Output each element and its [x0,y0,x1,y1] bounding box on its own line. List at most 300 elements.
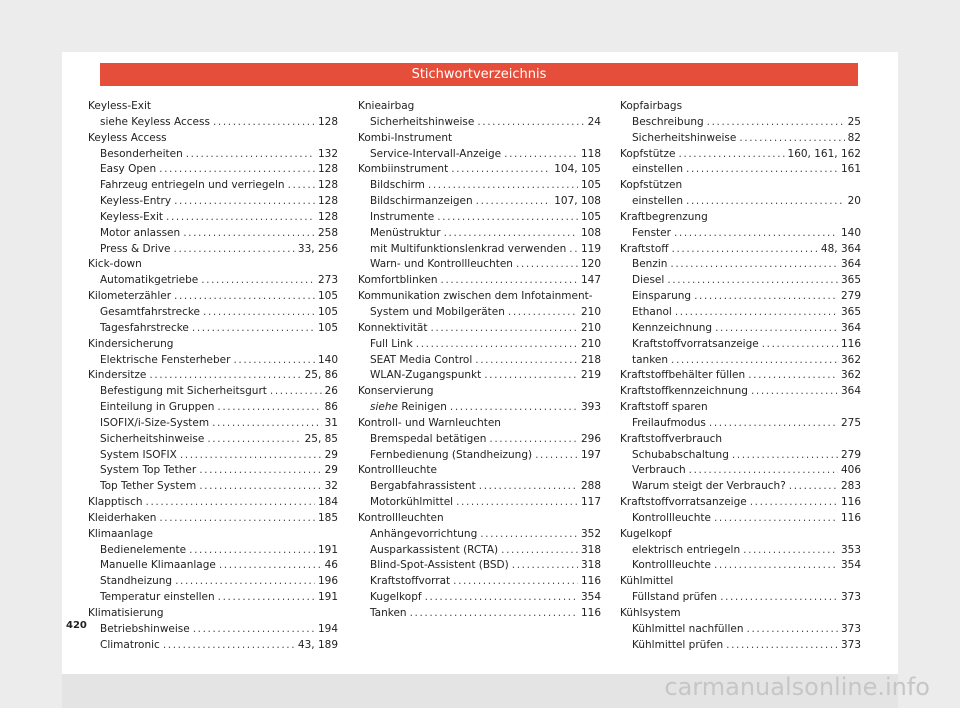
dot-leader [183,226,315,242]
dot-leader [508,305,578,321]
index-entry [620,337,861,353]
index-entry-label: Fenster [632,226,671,239]
index-entry-page: 26 [324,385,338,398]
dot-leader [479,479,578,495]
dot-leader [512,558,578,574]
index-entry [358,305,601,321]
index-entry-label: Kühlmittel nachfüllen [632,622,744,635]
index-entry-label: Easy Open [100,163,157,176]
dot-leader [748,368,838,384]
dot-leader [175,574,315,590]
index-entry-label: Kraftstoffverbrauch [620,432,723,445]
dot-leader [174,289,315,305]
index-entry [88,558,338,574]
index-entry-label: Keyless-Exit [88,100,152,112]
index-entry-label: tanken [632,353,669,366]
index-entry [620,162,861,178]
index-entry-prefix: siehe [370,401,398,414]
index-entry-label: Kraftstoffvorratsanzeige [632,337,759,350]
index-entry-label: Kraftstoffvorratsanzeige [620,496,747,509]
index-entry [620,448,861,464]
dot-leader [451,162,551,178]
index-entry [358,479,601,495]
index-entry-page: 120 [580,258,601,271]
dot-leader [213,115,315,131]
index-entry-page: 185 [317,511,338,524]
index-entry [620,495,861,511]
index-entry [358,384,601,400]
index-entry-page: 210 [580,321,601,334]
index-entry [620,463,861,479]
dot-leader [689,463,838,479]
dot-leader [707,115,845,131]
index-entry-page: 104, 105 [554,163,601,176]
dot-leader [739,131,844,147]
index-entry [620,147,861,163]
index-entry [358,543,601,559]
dot-leader [186,147,315,163]
index-entry-label: Bremspedal betätigen [370,432,487,445]
index-entry [358,337,601,353]
index-entry [620,400,861,416]
dot-leader [475,353,578,369]
index-entry [88,305,338,321]
index-entry-label: Kommunikation zwischen dem Infotainment- [358,290,593,303]
index-entry-page: 118 [580,147,601,160]
dot-leader [789,479,838,495]
index-entry-label: Sicherheitshinweise [370,115,475,128]
index-entry [358,162,601,178]
dot-leader [430,321,577,337]
index-entry-page: 128 [317,195,338,208]
index-entry [358,194,601,210]
index-entry [620,606,861,622]
index-entry-label: Kontrollleuchte [632,559,711,572]
index-entry-page: 82 [847,131,861,144]
dot-leader [233,353,314,369]
dot-leader [212,416,322,432]
index-entry [88,226,338,242]
index-entry-page: 210 [580,305,601,318]
dot-leader [686,194,845,210]
dot-leader [671,353,838,369]
section-header: Stichwortverzeichnis [100,63,858,86]
dot-leader [726,638,838,654]
dot-leader [714,511,838,527]
dot-leader [425,590,578,606]
index-entry-page: 296 [580,432,601,445]
index-entry-label: Kraftstoffbehälter füllen [620,369,746,382]
dot-leader [193,622,315,638]
index-entry [88,368,338,384]
index-entry-page: 140 [840,226,861,239]
index-entry [88,479,338,495]
index-entry [358,495,601,511]
index-entry [88,273,338,289]
index-entry [88,638,338,654]
index-entry-page: 362 [840,353,861,366]
index-entry-label: ISOFIX/i-Size-System [100,416,210,429]
index-entry-label: Befestigung mit Sicherheitsgurt [100,385,267,398]
dot-leader [672,242,818,258]
dot-leader [535,448,578,464]
index-entry [88,448,338,464]
index-entry-label: Manuelle Klimaanlage [100,559,216,572]
dot-leader [477,115,584,131]
index-entry-label: Komfortblinken [358,274,438,287]
dot-leader [199,479,321,495]
index-entry-page: 219 [580,369,601,382]
index-entry-label: Füllstand prüfen [632,591,718,604]
index-entry-page: 210 [580,337,601,350]
dot-leader [201,273,315,289]
index-entry [88,99,338,115]
index-entry-page: 147 [580,274,601,287]
index-entry-page: 275 [840,416,861,429]
index-entry [620,194,861,210]
index-entry-page: 32 [324,480,338,493]
index-entry-page: 196 [317,575,338,588]
dot-leader [441,273,578,289]
index-entry-label: Kindersicherung [88,337,174,350]
index-entry-page: 20 [847,195,861,208]
index-entry [620,257,861,273]
index-entry-label: Full Link [370,337,413,350]
index-entry [358,511,601,527]
index-entry-text: Reinigen [401,401,447,414]
dot-leader [674,226,838,242]
index-entry-page: 25 [847,115,861,128]
index-entry-label: Service-Intervall-Anzeige [370,147,502,160]
dot-leader [714,558,838,574]
index-entry-page: 364 [840,321,861,334]
index-entry-label: Schubabschaltung [632,448,729,461]
index-entry [88,353,338,369]
dot-leader [709,416,838,432]
index-entry [620,479,861,495]
index-entry [88,321,338,337]
index-entry [88,162,338,178]
index-entry [620,574,861,590]
dot-leader [217,400,321,416]
dot-leader [750,495,838,511]
index-entry-page: 116 [840,496,861,509]
dot-leader [163,638,295,654]
index-entry [88,606,338,622]
index-entry-label: Kontrollleuchte [632,511,711,524]
dot-leader [569,242,578,258]
index-entry-label: Diesel [632,274,665,287]
index-entry-page: 184 [317,496,338,509]
index-entry [358,99,601,115]
index-entry-label: Benzin [632,258,668,271]
index-entry-page: 128 [317,115,338,128]
dot-leader [428,178,578,194]
dot-leader [149,368,301,384]
index-entry [88,115,338,131]
index-entry-label: Tagesfahrstrecke [100,321,189,334]
index-entry-label: SEAT Media Control [370,353,473,366]
index-entry [88,257,338,273]
index-entry-label: Kühlmittel [620,575,674,588]
index-entry-page: 128 [317,179,338,192]
index-entry-label: Ethanol [632,305,672,318]
index-entry [88,131,338,147]
index-entry-label: Beschreibung [632,115,704,128]
index-entry-label: System und Mobilgeräten [370,305,505,318]
index-entry-label: Kraftstoffkennzeichnung [620,385,748,398]
index-entry [620,638,861,654]
index-entry-label: Kleiderhaken [88,511,157,524]
index-entry-label: Kniеairbag [358,100,415,112]
index-entry-page: 373 [840,638,861,651]
dot-leader [751,384,838,400]
index-entry-label: Fernbedienung (Standheizung) [370,448,533,461]
index-entry-label: WLAN-Zugangspunkt [370,369,482,382]
index-entry [88,511,338,527]
index-entry-page: 128 [317,210,338,223]
index-entry-page: 352 [580,527,601,540]
index-entry-page: 283 [840,480,861,493]
index-entry [358,321,601,337]
index-entry [358,178,601,194]
index-entry-label: Konnektivität [358,321,428,334]
index-entry-page: 31 [324,416,338,429]
dot-leader [174,194,315,210]
index-entry-label: Keyless Access [88,131,167,144]
dot-leader [450,400,578,416]
index-entry-page: 191 [317,591,338,604]
index-entry-page: 365 [840,274,861,287]
index-entry-label: Klimaanlage [88,527,153,540]
index-entry-label: Kraftstoff [620,242,669,255]
index-entry-label: Kühlsystem [620,607,681,619]
index-entry [620,226,861,242]
index-entry-label: Kopfstützen [620,179,683,192]
index-entry-label: Tanken [370,607,407,619]
index-entry-page: 24 [587,115,601,128]
index-entry-label: Bildschirm [370,179,425,192]
index-entry [88,432,338,448]
index-entry-page: 33, 256 [297,242,338,255]
dot-leader [416,337,578,353]
index-entry-page: 194 [317,622,338,635]
dot-leader [501,543,578,559]
dot-leader [146,495,315,511]
dot-leader [437,210,578,226]
index-entry-page: 161 [840,163,861,176]
index-entry [620,353,861,369]
dot-leader [489,432,578,448]
index-entry-label: Besonderheiten [100,147,183,160]
index-entry [88,574,338,590]
index-entry [358,558,601,574]
index-entry-label: Kugelkopf [620,527,672,540]
index-entry-page: 119 [580,242,601,255]
index-entry-label: Einteilung in Gruppen [100,401,215,414]
index-entry-page: 46 [324,559,338,572]
index-entry-page: 108 [580,226,601,239]
index-column-1 [88,99,338,654]
index-entry [620,590,861,606]
index-entry [620,131,861,147]
index-entry-label: Kontrollleuchten [358,511,444,524]
index-entry-page: 116 [840,511,861,524]
dot-leader [743,543,838,559]
index-entry [620,511,861,527]
index-entry-label: elektrisch entriegeln [632,543,741,556]
index-entry [88,543,338,559]
index-entry-page: 25, 86 [304,369,338,382]
index-entry-label: Betriebshinweise [100,622,190,635]
index-entry-page: 393 [580,401,601,414]
dot-leader [715,321,838,337]
index-entry-label: Kraftbegrenzung [620,210,708,223]
dot-leader [484,368,578,384]
index-entry-page: 353 [840,543,861,556]
index-entry-page: 362 [840,369,861,382]
index-entry-label: Fahrzeug entriegeln und verriegeln [100,179,285,192]
index-entry-page: 105 [580,179,601,192]
index-entry [358,416,601,432]
index-entry-label: Kombiinstrument [358,163,449,176]
index-entry-label [370,400,447,416]
index-entry-label: Blind-Spot-Assistent (BSD) [370,559,509,572]
index-entry [358,606,601,622]
index-entry-label: Ausparkassistent (RCTA) [370,543,499,556]
index-entry-page: 48, 364 [820,242,861,255]
index-entry [620,384,861,400]
index-column-2 [358,99,601,622]
index-entry [358,590,601,606]
index-entry [358,574,601,590]
index-entry [358,242,601,258]
index-entry-label: Konservierung [358,385,434,398]
index-entry-label: einstellen [632,163,684,176]
index-entry-label: siehe Keyless Access [100,115,210,128]
index-entry-page: 43, 189 [297,638,338,651]
index-entry-label: Einsparung [632,290,692,303]
dot-leader [694,289,838,305]
index-entry [88,210,338,226]
index-entry-label: Instrumente [370,210,435,223]
dot-leader [219,558,322,574]
dot-leader [174,242,295,258]
index-entry-label: Keyless-Entry [100,195,172,208]
index-entry-page: 373 [840,591,861,604]
index-entry-page: 354 [580,591,601,604]
index-entry-page: 364 [840,385,861,398]
index-entry-page: 117 [580,496,601,509]
index-entry-label: Kopfairbags [620,100,683,112]
index-entry-label: mit Multifunktionslenkrad verwenden [370,242,567,255]
index-entry-page: 318 [580,559,601,572]
index-entry [358,210,601,226]
index-entry [88,495,338,511]
index-entry [358,527,601,543]
dot-leader [166,210,315,226]
index-entry-page: 218 [580,353,601,366]
index-entry [88,527,338,543]
dot-leader [159,162,315,178]
index-entry-label: Kopfstütze [620,147,676,160]
index-entry-label: Kraftstoffvorrat [370,575,451,588]
index-entry [620,543,861,559]
page-number: 420 [66,620,87,631]
index-entry-label: Kilometerzähler [88,290,172,303]
index-entry-page: 29 [324,448,338,461]
index-entry-label: Top Tether System [100,480,197,493]
index-column-3 [620,99,861,654]
index-entry [88,147,338,163]
dot-leader [456,495,578,511]
index-entry [88,242,338,258]
index-entry [620,432,861,448]
index-entry-page: 29 [324,464,338,477]
index-entry-label: Kraftstoff sparen [620,401,708,414]
index-entry-page: 107, 108 [554,195,601,208]
index-entry [620,368,861,384]
dot-leader [192,321,315,337]
index-entry-page: 160, 161, 162 [787,147,861,160]
index-entry [88,590,338,606]
dot-leader [667,273,838,289]
index-entry-label: Kombi-Instrument [358,131,453,144]
dot-leader [720,590,838,606]
index-entry-page: 105 [317,321,338,334]
index-entry-label: einstellen [632,195,684,208]
index-entry-page: 191 [317,543,338,556]
index-entry [358,257,601,273]
index-entry-label: Warn- und Kontrollleuchten [370,258,513,271]
index-entry-label: Kindersitze [88,369,147,382]
dot-leader [270,384,322,400]
index-entry [88,337,338,353]
index-entry-label: Kennzeichnung [632,321,713,334]
index-entry-label: System ISOFIX [100,448,177,461]
dot-leader [410,606,578,622]
index-entry [620,242,861,258]
dot-leader [453,574,578,590]
index-entry [358,226,601,242]
index-entry [620,115,861,131]
index-entry-page: 105 [580,210,601,223]
index-entry-label: Kontroll- und Warnleuchten [358,416,501,429]
index-entry [620,558,861,574]
index-entry-page: 105 [317,290,338,303]
index-entry [358,115,601,131]
index-entry-page: 116 [580,607,601,619]
index-entry-label: Climatronic [100,638,160,651]
dot-leader [747,622,838,638]
index-entry-label: Gesamtfahrstrecke [100,305,201,318]
dot-leader [189,543,315,559]
index-entry-page: 258 [317,226,338,239]
index-entry-label: Elektrische Fensterheber [100,353,231,366]
index-entry-label: Press & Drive [100,242,171,255]
index-entry-page: 116 [580,575,601,588]
index-entry-page: 279 [840,448,861,461]
index-entry-page: 25, 85 [304,432,338,445]
index-entry [620,622,861,638]
dot-leader [670,257,838,273]
index-entry-page: 365 [840,305,861,318]
index-entry-page: 273 [317,274,338,287]
dot-leader [180,448,322,464]
index-entry [358,368,601,384]
index-entry [620,305,861,321]
dot-leader [199,463,321,479]
